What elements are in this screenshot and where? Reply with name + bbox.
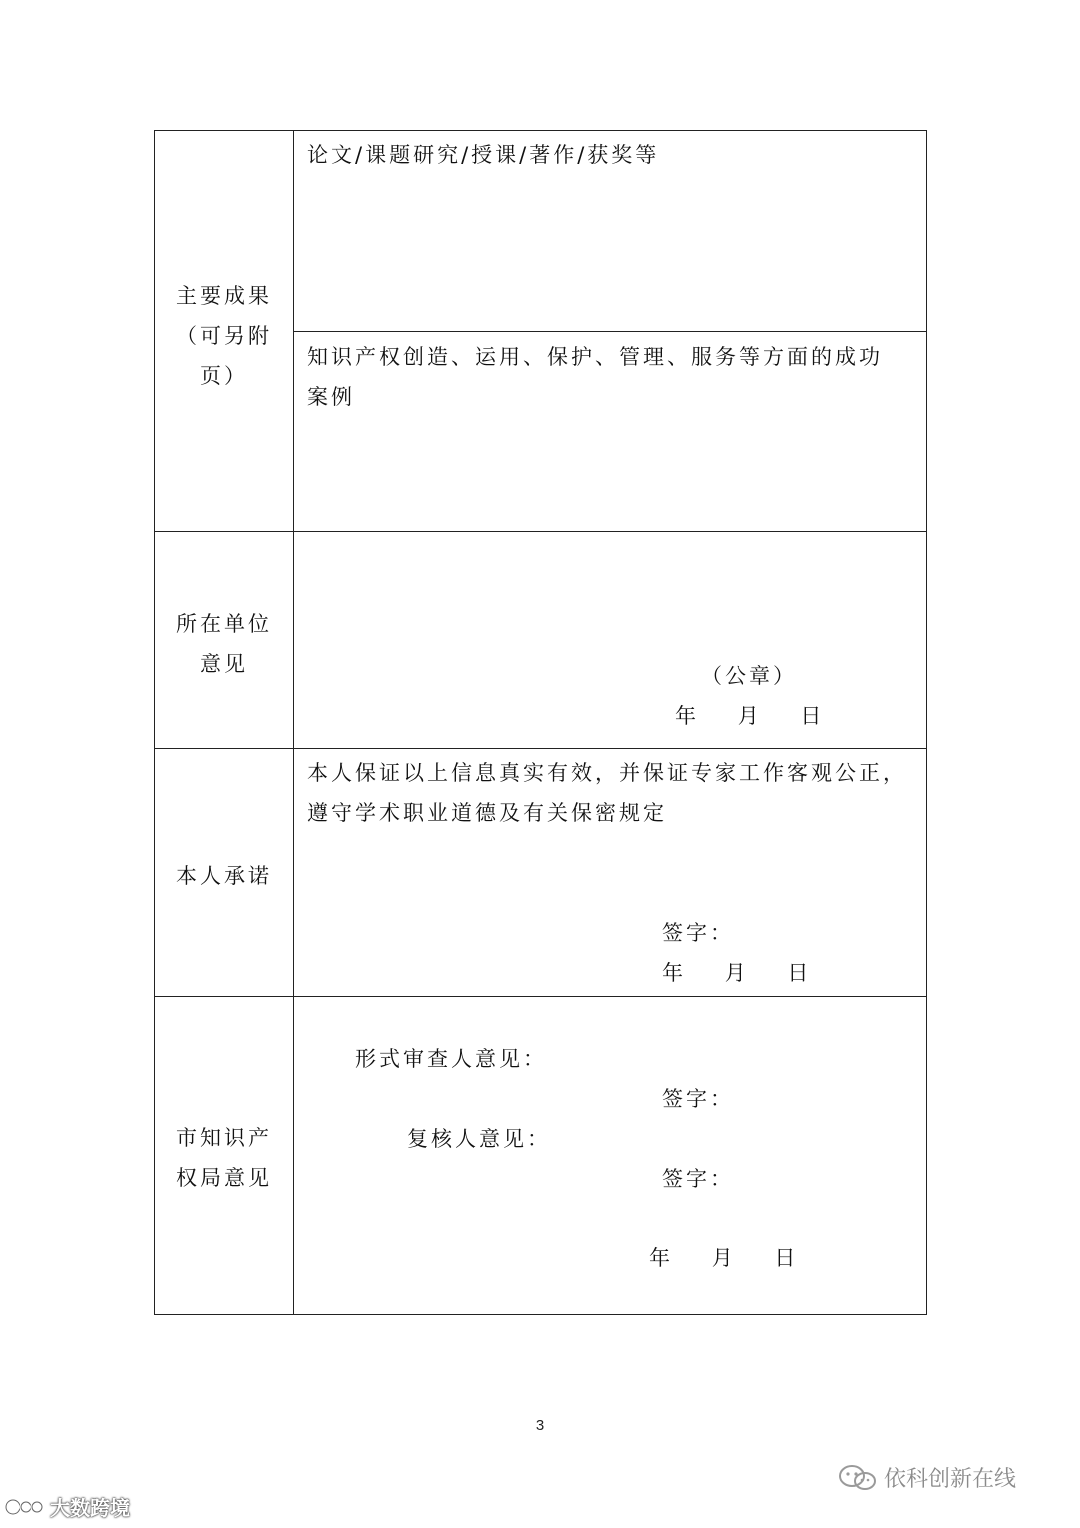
application-form-table bbox=[154, 130, 927, 1315]
formal-reviewer-opinion-label: 形式审查人意见： bbox=[355, 1047, 547, 1071]
pledge-signature-label: 签字： bbox=[662, 921, 734, 945]
pledge-date: 年 月 日 bbox=[662, 961, 812, 985]
subrow-divider bbox=[293, 331, 926, 332]
unit-date: 年 月 日 bbox=[675, 704, 825, 728]
pledge-text-line1: 本人保证以上信息真实有效，并保证专家工作客观公正， bbox=[307, 761, 907, 785]
watermark-wechat-account bbox=[838, 1462, 1016, 1493]
wechat-icon bbox=[838, 1464, 878, 1492]
achievements-ip-cases-prompt: 知识产权创造、运用、保护、管理、服务等方面的成功 bbox=[307, 345, 883, 369]
recheck-reviewer-signature-label: 签字： bbox=[662, 1167, 734, 1191]
row-divider bbox=[155, 996, 926, 997]
column-divider bbox=[293, 131, 294, 1314]
watermark-source bbox=[4, 1492, 130, 1521]
row-label-unit-opinion: 所在单位 意见 bbox=[176, 612, 272, 676]
row-divider bbox=[155, 531, 926, 532]
row-label-personal-pledge: 本人承诺 bbox=[176, 864, 272, 888]
row-label-ip-bureau-opinion: 市知识产 权局意见 bbox=[176, 1126, 272, 1190]
formal-reviewer-signature-label: 签字： bbox=[662, 1087, 734, 1111]
page-number: 3 bbox=[535, 1417, 545, 1434]
row-label-achievements: 主要成果 （可另附 页） bbox=[176, 284, 272, 388]
ip-bureau-date: 年 月 日 bbox=[649, 1246, 799, 1270]
watermark-right-text: 依科创新在线 bbox=[884, 1467, 1017, 1492]
achievements-ip-cases-prompt-cont: 案例 bbox=[307, 385, 355, 409]
logo-icon bbox=[4, 1495, 46, 1519]
pledge-text-line2: 遵守学术职业道德及有关保密规定 bbox=[307, 801, 667, 825]
recheck-reviewer-opinion-label: 复核人意见： bbox=[407, 1127, 551, 1151]
achievements-papers-prompt: 论文/课题研究/授课/著作/获奖等 bbox=[307, 143, 660, 167]
watermark-left-text: 大数跨境 bbox=[50, 1496, 130, 1520]
official-seal-text: （公章） bbox=[701, 664, 797, 688]
row-divider bbox=[155, 748, 926, 749]
